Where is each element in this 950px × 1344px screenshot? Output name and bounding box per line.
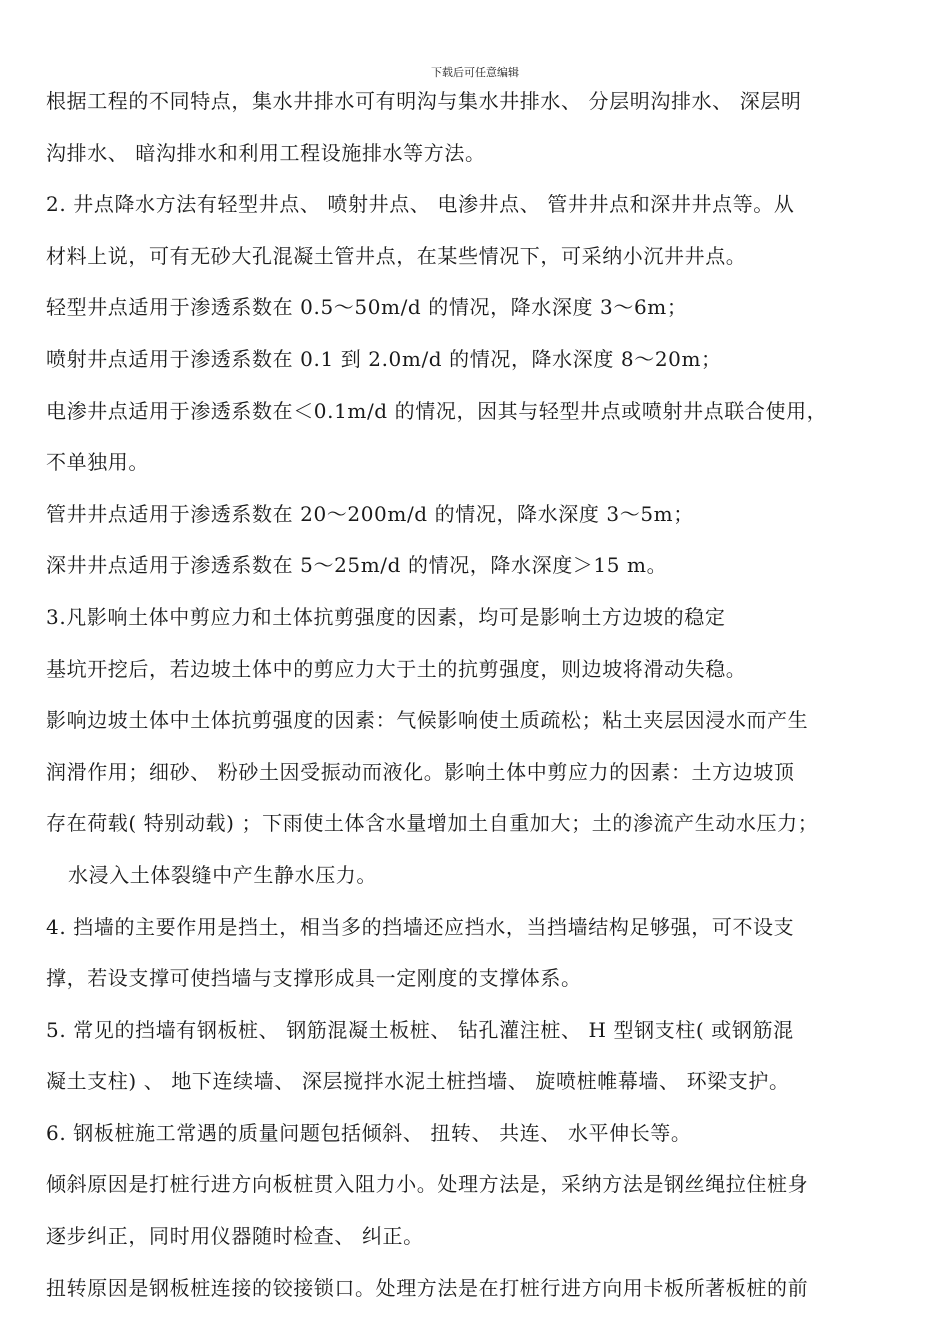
text-line: 4. 挡墙的主要作用是挡土，相当多的挡墙还应挡水，当挡墙结构足够强，可不设支 (46, 914, 795, 939)
text-line: 管井井点适用于渗透系数在 20～200m/d 的情况，降水深度 3～5m； (46, 501, 694, 526)
text-line: 3.凡影响土体中剪应力和土体抗剪强度的因素，均可是影响土方边坡的稳定 (46, 604, 726, 629)
text-line: 6. 钢板桩施工常遇的质量问题包括倾斜、 扭转、 共连、 水平伸长等。 (46, 1120, 692, 1145)
text-line: 2. 井点降水方法有轻型井点、 喷射井点、 电渗井点、 管井井点和深井井点等。从 (46, 192, 795, 217)
text-line: 材料上说，可有无砂大孔混凝土管井点，在某些情况下，可采纳小沉井井点。 (46, 243, 747, 268)
text-line: 不单独用。 (46, 450, 149, 475)
text-line: 沟排水、 暗沟排水和利用工程设施排水等方法。 (46, 140, 486, 165)
text-line: 5. 常见的挡墙有钢板桩、 钢筋混凝土板桩、 钻孔灌注桩、 H 型钢支柱( 或钢筋混 (46, 1017, 794, 1042)
text-line: 凝土支柱) 、 地下连续墙、 深层搅拌水泥土桩挡墙、 旋喷桩帷幕墙、 环梁支护。 (46, 1069, 790, 1094)
text-line: 存在荷载( 特别动载) ；下雨使土体含水量增加土自重加大；土的渗流产生动水压力； (46, 811, 819, 836)
text-line: 倾斜原因是打桩行进方向板桩贯入阻力小。处理方法是，采纳方法是钢丝绳拉住桩身 (46, 1172, 809, 1197)
page-header: 下载后可任意编辑 (431, 66, 519, 79)
text-line: 电渗井点适用于渗透系数在＜0.1m/d 的情况，因其与轻型井点或喷射井点联合使用， (46, 398, 828, 423)
text-line: 影响边坡土体中土体抗剪强度的因素：气候影响使土质疏松；粘土夹层因浸水而产生 (46, 708, 809, 733)
text-line: 深井井点适用于渗透系数在 5～25m/d 的情况，降水深度＞15 m。 (46, 553, 668, 578)
text-line: 喷射井点适用于渗透系数在 0.1 到 2.0m/d 的情况，降水深度 8～20m； (46, 346, 722, 371)
document-body (46, 88, 916, 1326)
text-line: 轻型井点适用于渗透系数在 0.5～50m/d 的情况，降水深度 3～6m； (46, 295, 688, 320)
text-line: 扭转原因是钢板桩连接的铰接锁口。处理方法是在打桩行进方向用卡板所著板桩的前 (46, 1275, 809, 1300)
text-line: 水浸入土体裂缝中产生静水压力。 (68, 862, 377, 887)
text-line: 润滑作用；细砂、 粉砂土因受振动而液化。影响土体中剪应力的因素：土方边坡顶 (46, 759, 795, 784)
text-line: 逐步纠正，同时用仪器随时检查、 纠正。 (46, 1224, 424, 1249)
text-line: 撑，若设支撑可使挡墙与支撑形成具一定刚度的支撑体系。 (46, 966, 582, 991)
text-line: 基坑开挖后，若边坡土体中的剪应力大于土的抗剪强度，则边坡将滑动失稳。 (46, 656, 747, 681)
text-line: 根据工程的不同特点，集水井排水可有明沟与集水井排水、 分层明沟排水、 深层明 (46, 89, 802, 113)
